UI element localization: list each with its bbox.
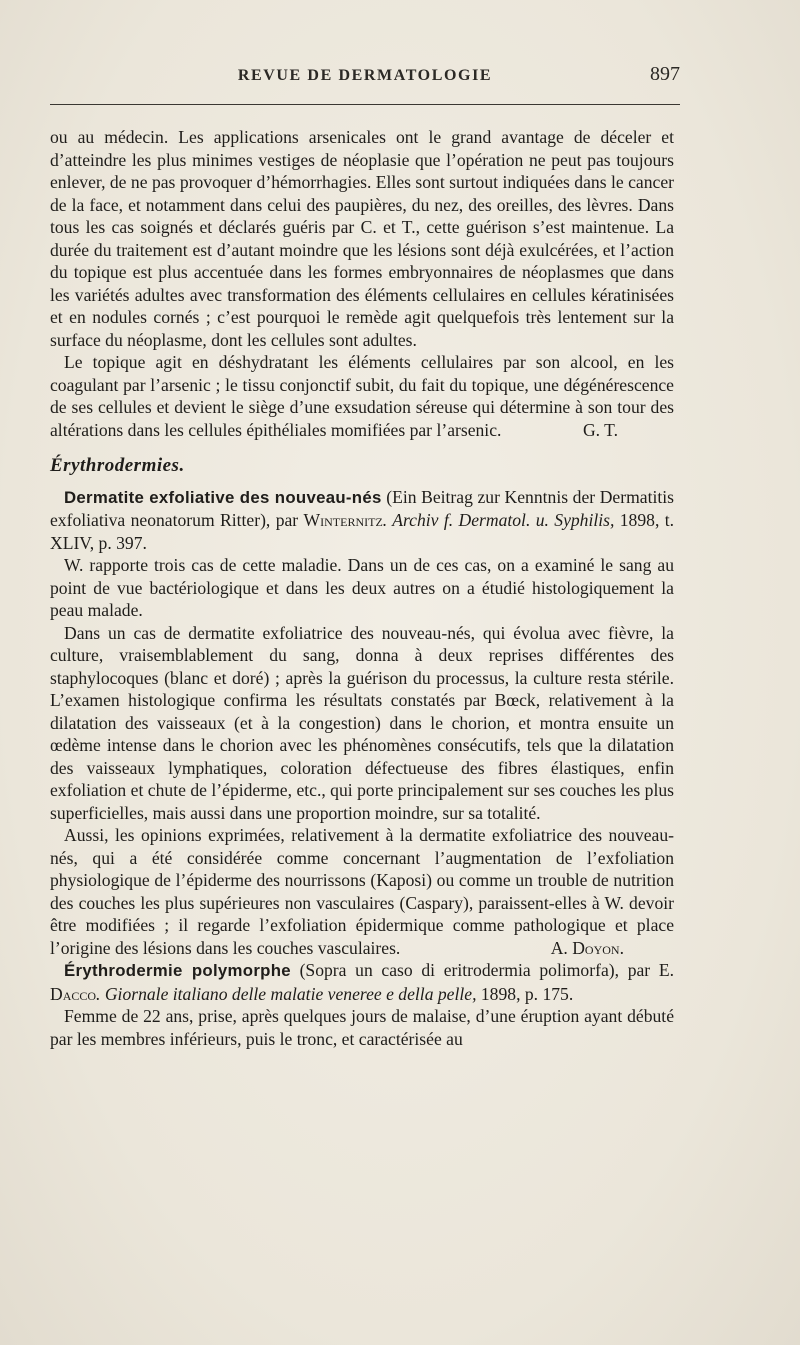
paragraph	[50, 824, 674, 959]
reference-tail: 1898, t. XLIV, p. 397.	[50, 510, 674, 553]
header-rule	[50, 104, 680, 105]
signature: A. Doyon.	[550, 937, 624, 958]
reference-tail: 1898, p. 175.	[476, 983, 574, 1004]
article-title: Érythrodermie polymorphe	[64, 961, 291, 980]
journal-name: . Giornale italiano delle malatie veneree e della pelle,	[96, 983, 477, 1004]
page-number: 897	[650, 63, 680, 85]
page-header	[50, 63, 680, 97]
article-title: Dermatite exfoliative des nouveau-nés	[64, 487, 382, 507]
journal-name: . Archiv f. Dermatol. u. Syphilis,	[382, 510, 615, 530]
reference-text: (Ein Beitrag zur Kenntnis der Dermatitis exfoliativa neonatorum Ritter), par	[50, 486, 674, 530]
paragraph: W. rapporte trois cas de cette maladie. Dans un de ces cas, on a examiné le sang au point de vue bactériologique et dans les deux autres on a étudié histologiquement la peau malade.	[50, 555, 674, 620]
reference-text: (Sopra un caso di eritrodermia polimorfa), par	[290, 960, 659, 980]
paragraph: ou au médecin. Les applications arsenicales ont le grand avantage de déceler et d’atteindre les plus minimes vestiges de néoplasie que l’opération ne peut pas toujours enlever, de ne pas provoquer d’hémorrhagies. Elles sont surtout indiquées dans le cancer de la face, et notamment dans celui des paupières, du nez, des oreilles, des lèvres. Dans tous les cas soignés et déclarés guéris par C. et T., cette guérison s’est maintenue. La durée du traitement est d’autant moindre que les lésions sont déjà exulcérées, et l’action du topique est plus accentuée dans les formes embryonnaires de néoplasmes que dans les variétés adultes avec transformation des éléments cellulaires en cellules kératinisées et en nodules cornés ; c’est pourquoi le remède agit quelquefois très lentement sur la surface du néoplasme, dont les cellules sont adultes.	[50, 127, 674, 350]
article-reference	[50, 486, 674, 555]
section-heading: Érythrodermies.	[50, 455, 185, 476]
paragraph-text: Le topique agit en déshydratant les éléments cellulaires par son alcool, en les coagulant par l’arsenic ; le tissu conjonctif subit, du fait du topique, une dégénérescence de ses cellules et devient le siège d’une exsudation séreuse qui détermine à son tour des altérations dans les cellules épithéliales momifiées par l’arsenic.	[50, 352, 674, 440]
paragraph	[50, 351, 674, 441]
paragraph: Dans un cas de dermatite exfoliatrice des nouveau-nés, qui évolua avec fièvre, la culture, vraisemblablement du sang, donna à deux reprises différentes des staphylocoques (blanc et doré) ; après la guérison du processus, la culture resta stérile. L’examen histologique confirma les résultats constatés par Bœck, relativement à la dilatation des vaisseaux (et à la congestion) dans le chorion, et montra ensuite un œdème intense dans le chorion avec les phénomènes consécutifs, tels que la dilatation des vaisseaux lymphatiques, coloration défectueuse des fibres élastiques, enfin exfoliation et chute de l’épiderme, etc., qui porte principalement sur ses couches les plus superficielles, mais aussi dans une proportion moindre, sur sa totalité.	[50, 622, 674, 823]
signature: G. T.	[582, 419, 618, 440]
paragraph: Femme de 22 ans, prise, après quelques jours de malaise, d’une éruption ayant débuté par les membres inférieurs, puis le tronc, et caractérisée au	[50, 1006, 674, 1049]
article-reference	[50, 959, 674, 1005]
author-name: E. Dacco	[50, 960, 674, 1004]
paragraph-text: Aussi, les opinions exprimées, relativement à la dermatite exfoliatrice des nouveau-nés, qui a été considérée comme concernant l’augmentation de l’exfoliation physiologique de l’épiderme des nourrissons (Kaposi) ou comme un trouble de nutrition des couches les plus supérieures non vasculaires (Caspary), paraissent-elles à W. devoir être modifiées ; il regarde l’exfoliation épidermique comme pathologique et place l’origine des lésions dans les couches vasculaires.	[50, 825, 674, 958]
running-title: REVUE DE DERMATOLOGIE	[237, 67, 493, 84]
author-name: Winternitz	[303, 510, 383, 530]
page-body	[50, 126, 674, 1050]
